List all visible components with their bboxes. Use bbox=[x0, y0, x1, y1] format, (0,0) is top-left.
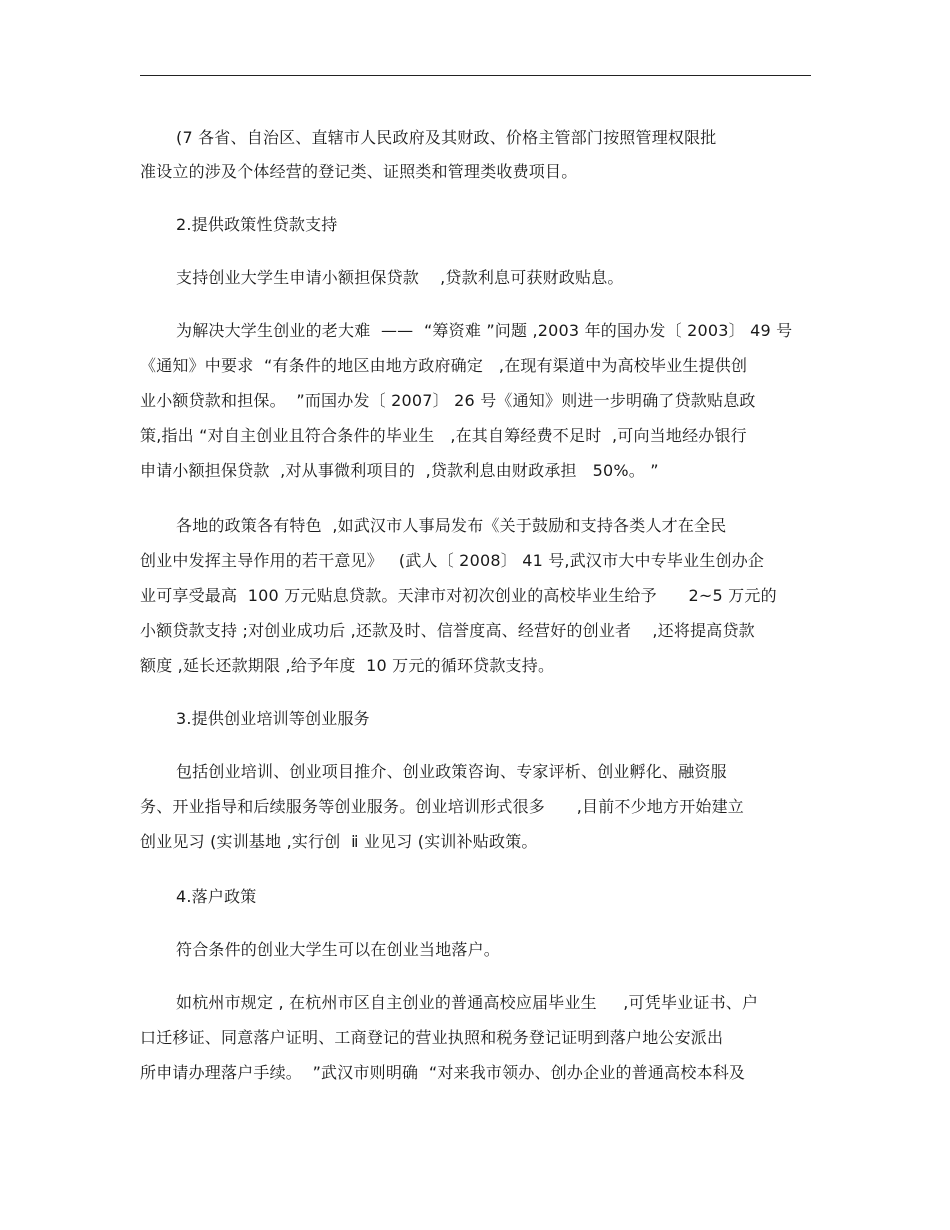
paragraph-line: 支持创业大学生申请小额担保贷款 ,贷款利息可获财政贴息。 bbox=[176, 268, 624, 287]
paragraph-line: 各地的政策各有特色 ,如武汉市人事局发布《关于鼓励和支持各类人才在全民 bbox=[176, 516, 727, 535]
paragraph-line: 申请小额担保贷款 ,对从事微利项目的 ,贷款利息由财政承担 50%。 ” bbox=[140, 461, 659, 480]
paragraph-line: 业可享受最高 100 万元贴息贷款。天津市对初次创业的高校毕业生给予 2~5 万元的 bbox=[140, 586, 777, 605]
paragraph-line: 准设立的涉及个体经营的登记类、证照类和管理类收费项目。 bbox=[140, 162, 578, 181]
section-heading: 3.提供创业培训等创业服务 bbox=[176, 709, 370, 728]
paragraph-line: 符合条件的创业大学生可以在创业当地落户。 bbox=[176, 940, 501, 959]
header-rule bbox=[140, 75, 811, 76]
paragraph-line: 策,指出 “对自主创业且符合条件的毕业生 ,在其自筹经费不足时 ,可向当地经办银行 bbox=[140, 426, 747, 445]
paragraph-line: (7 各省、自治区、直辖市人民政府及其财政、价格主管部门按照管理权限批 bbox=[176, 128, 717, 147]
paragraph-line: 《通知》中要求 “有条件的地区由地方政府确定 ,在现有渠道中为高校毕业生提供创 bbox=[140, 356, 748, 375]
paragraph-line: 创业见习 (实训基地 ,实行创 ⅱ 业见习 (实训补贴政策。 bbox=[140, 832, 538, 851]
paragraph-line: 业小额贷款和担保。 ”而国办发〔 2007〕 26 号《通知》则进一步明确了贷款贴息政 bbox=[140, 391, 756, 410]
paragraph-line: 包括创业培训、创业项目推介、创业政策咨询、专家评析、创业孵化、融资服 bbox=[176, 762, 727, 781]
paragraph-line: 为解决大学生创业的老大难 —— “筹资难 ”问题 ,2003 年的国办发〔 2003〕 49 号 bbox=[176, 321, 793, 340]
paragraph-line: 小额贷款支持 ;对创业成功后 ,还款及时、信誉度高、经营好的创业者 ,还将提高贷款 bbox=[140, 621, 755, 640]
paragraph-line: 务、开业指导和后续服务等创业服务。创业培训形式很多 ,目前不少地方开始建立 bbox=[140, 797, 745, 816]
paragraph-line: 创业中发挥主导作用的若干意见》 (武人〔 2008〕 41 号,武汉市大中专毕业生创办企 bbox=[140, 551, 765, 570]
section-heading: 4.落户政策 bbox=[176, 887, 257, 906]
paragraph-line: 如杭州市规定 , 在杭州市区自主创业的普通高校应届毕业生 ,可凭毕业证书、户 bbox=[176, 993, 759, 1012]
section-heading: 2.提供政策性贷款支持 bbox=[176, 215, 338, 234]
paragraph-line: 额度 ,延长还款期限 ,给予年度 10 万元的循环贷款支持。 bbox=[140, 656, 555, 675]
paragraph-line: 口迁移证、同意落户证明、工商登记的营业执照和税务登记证明到落户地公安派出 bbox=[140, 1028, 724, 1047]
paragraph-line: 所申请办理落户手续。 ”武汉市则明确 “对来我市领办、创办企业的普通高校本科及 bbox=[140, 1063, 746, 1082]
